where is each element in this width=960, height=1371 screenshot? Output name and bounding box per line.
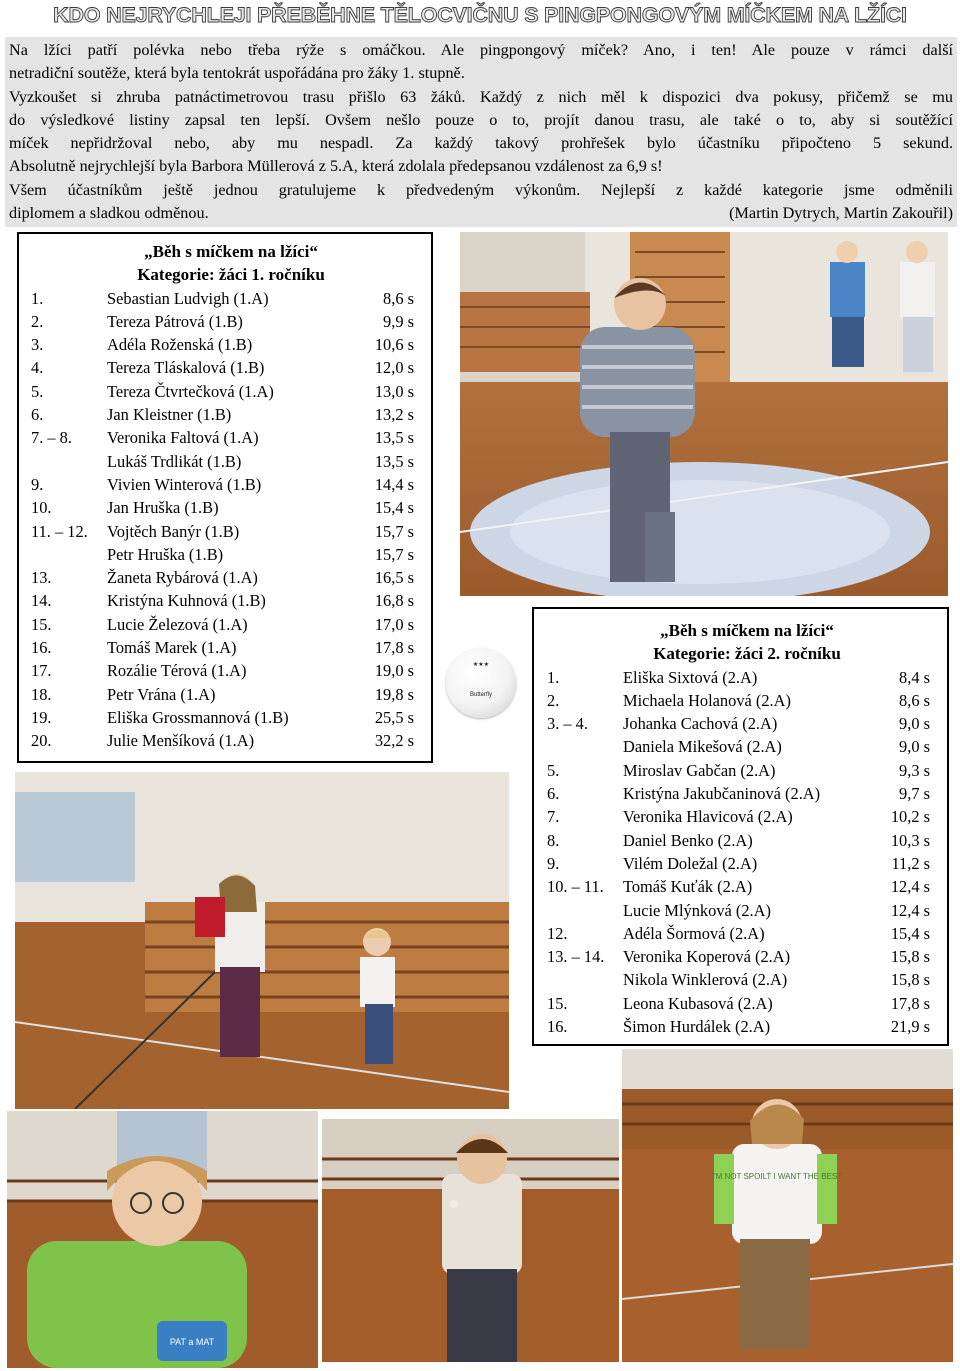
photo-boy-spoon bbox=[322, 1119, 619, 1362]
table-row bbox=[31, 333, 431, 356]
time-cell: 17,8 s bbox=[374, 638, 414, 658]
name-cell: Vivien Winterová (1.B) bbox=[107, 474, 262, 494]
rank-cell: 16. bbox=[547, 1017, 568, 1037]
table-row bbox=[547, 666, 947, 689]
time-cell: 15,7 s bbox=[374, 544, 414, 564]
ball-stars: ★★★ bbox=[472, 662, 490, 668]
name-cell: Jan Kleistner (1.B) bbox=[107, 405, 232, 425]
table-row bbox=[31, 683, 431, 706]
rank-cell: 13. bbox=[31, 568, 52, 588]
page-title: KDO NEJRYCHLEJI PŘEBĚHNE TĚLOCVIČNU S PINGPONGOVÝM MÍČKEM NA LŽÍCI bbox=[53, 3, 907, 27]
name-cell: Petr Hruška (1.B) bbox=[107, 544, 224, 564]
time-cell: 13,0 s bbox=[374, 381, 414, 401]
time-cell: 13,5 s bbox=[374, 428, 414, 448]
name-cell: Tomáš Kuťák (2.A) bbox=[623, 877, 753, 897]
time-cell: 12,0 s bbox=[374, 358, 414, 378]
name-cell: Miroslav Gabčan (2.A) bbox=[623, 760, 776, 780]
table-row bbox=[31, 729, 431, 752]
time-cell: 9,9 s bbox=[383, 311, 414, 331]
time-cell: 19,0 s bbox=[374, 661, 414, 681]
time-cell: 10,2 s bbox=[890, 807, 930, 827]
time-cell: 12,4 s bbox=[890, 877, 930, 897]
table-row bbox=[31, 356, 431, 379]
photo-girls-gym bbox=[15, 772, 509, 1109]
table-row bbox=[547, 899, 947, 922]
table-row bbox=[31, 450, 431, 473]
table-row bbox=[31, 310, 431, 333]
rank-cell: 5. bbox=[31, 381, 44, 401]
time-cell: 15,4 s bbox=[374, 498, 414, 518]
intro-line: netradiční soutěže, která byla tentokrát uspořádána pro žáky 1. stupně. bbox=[9, 64, 465, 83]
name-cell: Petr Vrána (1.A) bbox=[107, 684, 216, 704]
table-row bbox=[31, 636, 431, 659]
rank-cell: 15. bbox=[31, 614, 52, 634]
table-row bbox=[547, 992, 947, 1015]
time-cell: 21,9 s bbox=[890, 1017, 930, 1037]
time-cell: 17,8 s bbox=[890, 993, 930, 1013]
name-cell: Nikola Winklerová (2.A) bbox=[623, 970, 788, 990]
rank-cell: 15. bbox=[547, 993, 568, 1013]
table-heading: „Běh s míčkem na lžíci“ bbox=[144, 242, 318, 261]
name-cell: Tereza Tláskalová (1.B) bbox=[107, 358, 265, 378]
table-row bbox=[31, 520, 431, 543]
ball-brand: Butterfly bbox=[469, 692, 492, 698]
table-row bbox=[31, 380, 431, 403]
name-cell: Šimon Hurdálek (2.A) bbox=[623, 1017, 771, 1037]
rank-cell: 8. bbox=[547, 830, 560, 850]
table-row bbox=[547, 968, 947, 991]
name-cell: Rozálie Térová (1.A) bbox=[107, 661, 247, 681]
table-row bbox=[547, 945, 947, 968]
photo-girl-tshirt bbox=[622, 1049, 953, 1362]
name-cell: Žaneta Rybárová (1.A) bbox=[107, 568, 258, 588]
rank-cell: 9. bbox=[547, 853, 560, 873]
results-table-grade-1 bbox=[17, 232, 433, 763]
time-cell: 8,6 s bbox=[383, 288, 414, 308]
table-row bbox=[31, 543, 431, 566]
photo-boy-court-circle bbox=[460, 232, 948, 596]
rank-cell: 5. bbox=[547, 760, 560, 780]
table-row bbox=[547, 875, 947, 898]
rank-cell: 19. bbox=[31, 707, 52, 727]
photo-girl-glasses bbox=[7, 1111, 318, 1368]
intro-last-line bbox=[9, 202, 953, 225]
table-row bbox=[547, 689, 947, 712]
time-cell: 9,3 s bbox=[899, 760, 930, 780]
name-cell: Adéla Šormová (2.A) bbox=[623, 923, 765, 943]
rank-cell: 2. bbox=[547, 690, 560, 710]
time-cell: 14,4 s bbox=[374, 474, 414, 494]
table-heading: „Běh s míčkem na lžíci“ bbox=[660, 621, 834, 640]
time-cell: 17,0 s bbox=[374, 614, 414, 634]
name-cell: Tereza Čtvrtečková (1.A) bbox=[107, 381, 274, 401]
name-cell: Eliška Grossmannová (1.B) bbox=[107, 707, 289, 727]
table-row bbox=[31, 706, 431, 729]
rank-cell: 6. bbox=[31, 405, 44, 425]
intro-line: Na lžíci patří polévka nebo třeba rýže s omáčkou. Ale pingpongový míček? Ano, i ten! Ale pouze v rámci další bbox=[9, 41, 953, 59]
table-row bbox=[31, 426, 431, 449]
time-cell: 9,7 s bbox=[899, 784, 930, 804]
rank-cell: 9. bbox=[31, 474, 44, 494]
time-cell: 32,2 s bbox=[374, 731, 414, 751]
rank-cell: 3. bbox=[31, 335, 44, 355]
name-cell: Eliška Sixtová (2.A) bbox=[623, 667, 758, 687]
table-row bbox=[547, 759, 947, 782]
table-row bbox=[547, 782, 947, 805]
time-cell: 25,5 s bbox=[374, 707, 414, 727]
table-category: Kategorie: žáci 2. ročníku bbox=[653, 644, 841, 664]
intro-line: míček nepřidržoval nebo, aby mu nespadl. Za každý takový prohřešek bylo účastníku připočteno 5 sekund. bbox=[9, 134, 953, 153]
table-row bbox=[31, 403, 431, 426]
table-rows bbox=[547, 666, 947, 1039]
rank-cell: 10. – 11. bbox=[547, 877, 604, 897]
name-cell: Vojtěch Banýr (1.B) bbox=[107, 521, 240, 541]
table-row bbox=[31, 613, 431, 636]
name-cell: Julie Menšíková (1.A) bbox=[107, 731, 255, 751]
name-cell: Adéla Roženská (1.B) bbox=[107, 335, 253, 355]
results-table-grade-2 bbox=[532, 607, 949, 1046]
name-cell: Tomáš Marek (1.A) bbox=[107, 638, 237, 658]
rank-cell: 14. bbox=[31, 591, 52, 611]
rank-cell: 13. – 14. bbox=[547, 947, 605, 967]
table-row bbox=[31, 287, 431, 310]
time-cell: 13,2 s bbox=[374, 405, 414, 425]
name-cell: Veronika Koperová (2.A) bbox=[623, 947, 791, 967]
time-cell: 11,2 s bbox=[891, 853, 930, 873]
table-row bbox=[31, 589, 431, 612]
rank-cell: 20. bbox=[31, 731, 52, 751]
name-cell: Kristýna Jakubčaninová (2.A) bbox=[623, 784, 821, 804]
time-cell: 9,0 s bbox=[899, 714, 930, 734]
rank-cell: 12. bbox=[547, 923, 568, 943]
rank-cell: 1. bbox=[547, 667, 560, 687]
time-cell: 10,6 s bbox=[374, 335, 414, 355]
rank-cell: 1. bbox=[31, 288, 44, 308]
time-cell: 16,8 s bbox=[374, 591, 414, 611]
table-row bbox=[547, 712, 947, 735]
rank-cell: 7. – 8. bbox=[31, 428, 72, 448]
table-row bbox=[547, 1015, 947, 1038]
name-cell: Lucie Železová (1.A) bbox=[107, 614, 248, 634]
jacket-print: PAT a MAT bbox=[169, 1337, 215, 1347]
rank-cell: 2. bbox=[31, 311, 44, 331]
name-cell: Jan Hruška (1.B) bbox=[107, 498, 219, 518]
name-cell: Vilém Doležal (2.A) bbox=[623, 853, 758, 873]
time-cell: 10,3 s bbox=[890, 830, 930, 850]
table-category: Kategorie: žáci 1. ročníku bbox=[137, 265, 325, 285]
time-cell: 13,5 s bbox=[374, 451, 414, 471]
table-row bbox=[31, 473, 431, 496]
pingpong-ball-logo bbox=[446, 648, 516, 718]
name-cell: Tereza Pátrová (1.B) bbox=[107, 311, 243, 331]
name-cell: Lucie Mlýnková (2.A) bbox=[623, 900, 771, 920]
name-cell: Leona Kubasová (2.A) bbox=[623, 993, 773, 1013]
name-cell: Michaela Holanová (2.A) bbox=[623, 690, 791, 710]
name-cell: Daniel Benko (2.A) bbox=[623, 830, 753, 850]
table-row bbox=[31, 659, 431, 682]
name-cell: Lukáš Trdlikát (1.B) bbox=[107, 451, 242, 471]
name-cell: Johanka Cachová (2.A) bbox=[623, 714, 778, 734]
table-row bbox=[547, 829, 947, 852]
time-cell: 9,0 s bbox=[899, 737, 930, 757]
time-cell: 8,4 s bbox=[899, 667, 930, 687]
time-cell: 19,8 s bbox=[374, 684, 414, 704]
intro-line: Absolutně nejrychlejší byla Barbora Müllerová z 5.A, která zdolala předepsanou vzdálenost za 6,9 s! bbox=[9, 157, 663, 176]
rank-cell: 6. bbox=[547, 784, 560, 804]
table-row bbox=[547, 805, 947, 828]
name-cell: Veronika Hlavicová (2.A) bbox=[623, 807, 793, 827]
rank-cell: 11. – 12. bbox=[31, 521, 88, 541]
rank-cell: 10. bbox=[31, 498, 52, 518]
rank-cell: 17. bbox=[31, 661, 52, 681]
name-cell: Sebastian Ludvigh (1.A) bbox=[107, 288, 269, 308]
name-cell: Daniela Mikešová (2.A) bbox=[623, 737, 782, 757]
intro-authors: (Martin Dytrych, Martin Zakouřil) bbox=[729, 204, 953, 223]
shirt-print: I'M NOT SPOILT I WANT THE BEST bbox=[711, 1172, 843, 1181]
rank-cell: 3. – 4. bbox=[547, 714, 588, 734]
table-row bbox=[547, 852, 947, 875]
time-cell: 16,5 s bbox=[374, 568, 414, 588]
rank-cell: 16. bbox=[31, 638, 52, 658]
time-cell: 15,8 s bbox=[890, 947, 930, 967]
name-cell: Kristýna Kuhnová (1.B) bbox=[107, 591, 266, 611]
table-row bbox=[31, 496, 431, 519]
intro-closing: diplomem a sladkou odměnou. bbox=[9, 204, 209, 223]
article-intro bbox=[5, 37, 957, 227]
intro-line: Všem účastníkům ještě jednou gratulujeme k předvedeným výkonům. Nejlepší z každé kategorie jsme odměnili bbox=[9, 180, 953, 199]
table-row bbox=[547, 922, 947, 945]
table-row bbox=[31, 566, 431, 589]
table-row bbox=[547, 735, 947, 758]
time-cell: 15,8 s bbox=[890, 970, 930, 990]
table-rows bbox=[31, 287, 431, 753]
time-cell: 15,7 s bbox=[374, 521, 414, 541]
intro-line: do výsledkové listiny zapsal ten lepší. Ovšem nešlo pouze o to, projít danou trasu, ale také o to, aby si soutěžící bbox=[9, 110, 953, 129]
rank-cell: 4. bbox=[31, 358, 44, 378]
time-cell: 12,4 s bbox=[890, 900, 930, 920]
rank-cell: 18. bbox=[31, 684, 52, 704]
time-cell: 8,6 s bbox=[899, 690, 930, 710]
name-cell: Veronika Faltová (1.A) bbox=[107, 428, 259, 448]
intro-line: Vyzkoušet si zhruba patnáctimetrovou trasu přišlo 63 žáků. Každý z nich měl k dispozici dva pokusy, přičemž se mu bbox=[9, 87, 953, 106]
rank-cell: 7. bbox=[547, 807, 560, 827]
time-cell: 15,4 s bbox=[890, 923, 930, 943]
